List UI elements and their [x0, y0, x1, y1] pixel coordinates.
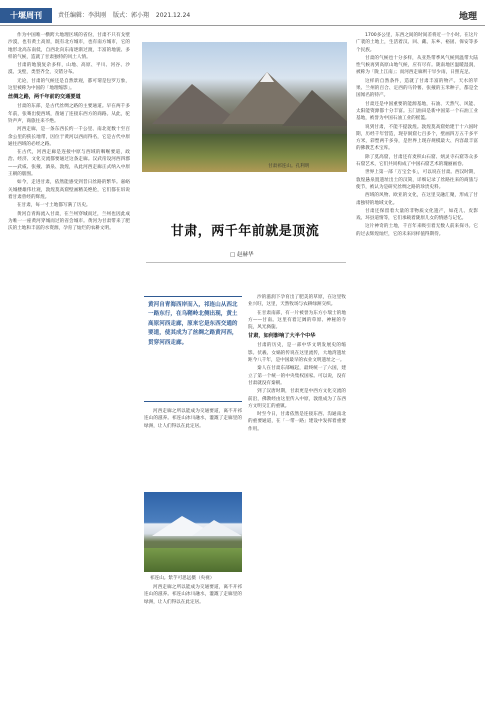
paragraph: 除了莫高窟，甘肃还有麦积山石窟、炳灵寺石窟等众多石窟艺术，它们共同构成了中国石窟艺术的瑰丽画卷。 — [356, 154, 478, 168]
paragraph: 沙的滋润下孕育出了肥美的草原，在这里牧业兴旺，这里，天然牧场与农耕绿洲交织。 — [248, 295, 346, 308]
paragraph: 说到甘肃，不能不提敦煌。敦煌莫高窟始建于十六国时期，历经千年营造，现存洞窟七百多个，壁画四万五千多平方米，彩塑两千多身，是世界上现存规模最大、内容最丰富的佛教艺术宝库。 — [356, 124, 478, 152]
paragraph: 黄河自青海流入甘肃，在兰州穿城而过，兰州也因此成为唯一一座黄河穿城而过的省会城市。黄河为甘肃带来了肥沃的土地和丰富的水资源，孕育了灿烂的农耕文明。 — [8, 211, 130, 232]
field-shape — [144, 548, 242, 572]
byline: □ 赵赫华 — [230, 252, 254, 258]
design-line: 版式：郭小翔 — [112, 12, 149, 19]
paragraph: 甘肃还保留着大量的非物质文化遗产，如花儿、皮影戏、环县道情等，它们承载着陇原儿女的情感与记忆。 — [356, 208, 478, 222]
paragraph: 作为中国唯一横跨大地理区域的省份，甘肃不只有戈壁沙漠，也有黄土高原，既有北方城市，也有南方城市，它的地形北高东南低，自西北向东南逐渐过渡，丰富的地貌、多样的气候，造就了甘肃独特的风土人情。 — [8, 33, 130, 60]
paragraph: 在甘肃，每一寸土地都写满了历史。 — [17, 203, 91, 209]
lower-photo-caption: 祁连山。紫芋可思远摄（央视） — [150, 576, 215, 581]
issue-date: 2021.12.24 — [155, 12, 191, 19]
editor-line: 责任编辑：李洪刚 — [58, 12, 107, 19]
paragraph: 时至今日，甘肃依然是连接东西、沟通南北的重要通道，在「一带一路」建设中发挥着重要作用。 — [248, 412, 346, 432]
column-left — [8, 32, 130, 698]
paragraph: 河西走廊之所以能成为交通要道，离不开祁连山的滋养。祁连山冰川融水，灌溉了走廊里的绿洲，让人们得以在此定居。 — [144, 585, 242, 605]
article-title: 甘肃，两千年前就是顶流 — [170, 224, 320, 239]
subheading: 丝绸之路，两千年前的交通要道 — [8, 94, 81, 101]
subheading: 甘肃，如何影响了大半个中华 — [248, 333, 316, 340]
header-meta — [58, 10, 195, 19]
paragraph: 甘肃的东部，是古代丝绸之路的主要通道。早在两千多年前，张骞出使西域，凿通了连接东西方的商路。从此，驼铃声声，商旅往来不绝。 — [8, 104, 130, 124]
paragraph: 在甘肃南部，有一片被誉为东方小瑞士的地方——甘南。这里有着辽阔的草原、神秘的寺院，风光旖旎。 — [248, 310, 346, 331]
lower-photo — [144, 492, 242, 572]
paragraph: 这片神奇的土地，千百年来吸引着无数人前来探寻。它的过去辉煌灿烂，它的未来同样值得期待。 — [356, 224, 478, 237]
column-middle-right — [248, 294, 346, 698]
mountain-shape — [192, 520, 242, 536]
paragraph: 甘肃的气候也十分多样，从亚热带季风气候到温带大陆性气候再到高原山地气候，应有尽有。陇南地区温暖湿润，被称为「陇上江南」；而河西走廊则干旱少雨，日照充足。 — [356, 55, 478, 76]
paragraph: 无论，甘肃的气候还是自然景观，都可谓是包罗万象，这里被称为中国的「地理缩影」。 — [8, 78, 130, 92]
paragraph: 河西走廊，是一条东西长约一千公里、南北宽数十至百余公里的狭长地带，因位于黄河以西而得名，它是古代中原通往西域的必经之路。 — [8, 127, 130, 147]
paragraph: 到了汉唐时期，甘肃更是中西方文化交流的前沿，佛教经由这里传入中原，敦煌成为了东西方文明交汇的重镇。 — [248, 389, 346, 409]
paragraph: 1700多公里，东西之间的时间差将近一个小时。在这片广袤的土地上，生活着汉、回、藏、东乡、裕固、保安等多个民族。 — [356, 33, 478, 53]
title-rule — [146, 262, 346, 263]
header-rule — [0, 25, 485, 26]
paragraph: 这样的自然条件，造就了甘肃丰富的物产。天水的苹果、兰州的百合、定西的马铃薯、张掖的玉米种子，都是全国闻名的特产。 — [356, 78, 478, 99]
hero-photo — [142, 42, 347, 172]
pull-quote: 黄河自青海西岸而入，祁连山从西北一路东行，在乌鞘岭北侧出现，黄土高原河西走廊，原来它是东西交通的要道，使其成为了丝绸之路黄河西，贯穿河西走廊。 — [144, 296, 242, 402]
paragraph: 河西走廊之所以能成为交通要道，离不开祁连山的滋养。祁连山冰川融水，灌溉了走廊里的绿洲，让人们得以在此定居。 — [144, 409, 242, 429]
hero-caption: 甘肃祁连山。孔利明 — [268, 164, 310, 169]
page-header — [0, 0, 485, 26]
paragraph: 秦人在甘肃东部崛起，最终统一了六国，建立了第一个统一的中央集权国家。可以说，没有甘肃就没有秦朝。 — [248, 366, 346, 386]
paragraph: 世界上第一部「万宝全书」，可以说在甘肃。西汉时期，敦煌悬泉置遗址出土的汉简，详细记录了丝路往来的商旅与使节，被认为是研究丝绸之路的珍贵史料。 — [356, 170, 478, 190]
paragraph: 甘肃还是中国重要的能源基地，石油、天然气、风能、太阳能资源都十分丰富。玉门油田是新中国第一个石油工业基地，被誉为中国石油工业的摇篮。 — [356, 101, 478, 122]
masthead: 十堰周刊 — [0, 8, 52, 23]
column-middle-left-lower — [144, 584, 242, 698]
section-name: 地理 — [458, 12, 477, 22]
paragraph: 如今，走进甘肃，依然能感受到昔日丝路的繁华。嘉峪关城楼雄伟壮观，敦煌莫高窟壁画精美绝伦，它们都在诉说着甘肃曾经的辉煌。 — [8, 180, 130, 200]
column-right — [356, 32, 478, 698]
paragraph: 在古代，河西走廊是连接中原与西域的咽喉要道，政治、经济、文化交流都要通过这条走廊。汉武帝设河西四郡——武威、张掖、酒泉、敦煌，从此河西走廊正式纳入中原王朝的版图。 — [8, 150, 130, 178]
valley-shape — [142, 134, 347, 172]
paragraph: 甘肃的地貌复杂多样，山地、高原、平川、河谷、沙漠、戈壁，类型齐全，交错分布。 — [8, 63, 130, 76]
paragraph: 西域的风物、欧亚的文化，在这里交融汇聚，形成了甘肃独特的地域文化。 — [356, 193, 478, 206]
column-middle-left — [144, 408, 242, 488]
mountain-shape — [282, 90, 347, 126]
paragraph: 甘肃的历史，是一部中华文明发展史的缩影。伏羲、女娲的传说在这里流传，大地湾遗址距今八千年，是中国最早的农业文明遗址之一。 — [248, 343, 346, 364]
